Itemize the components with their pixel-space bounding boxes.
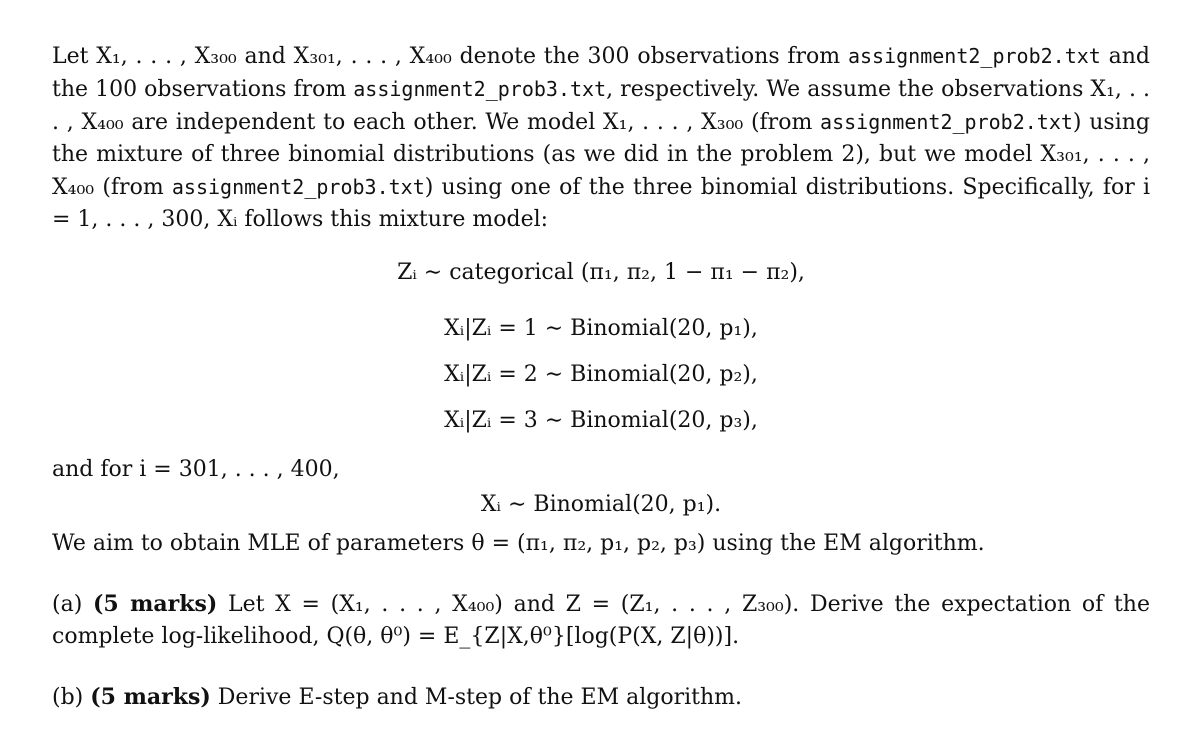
intro-text-5: ) using one of the three binomial distributions. Specifically, for i = 1, . . . , 300, Xᵢ follows this mixture model: — [52, 175, 1150, 232]
filename-prob2: assignment2_prob2.txt — [847, 44, 1101, 68]
equation-x-given-z3: Xᵢ|Zᵢ = 3 ∼ Binomial(20, p₃), — [444, 408, 758, 433]
part-a-label: (a) — [52, 592, 93, 617]
equation-zi: Zᵢ ∼ categorical (π₁, π₂, 1 − π₁ − π₂), — [397, 260, 805, 285]
intro-text-1: Let X₁, . . . , X₃₀₀ and X₃₀₁, . . . , X₄₀₀ denote the 300 observations from — [52, 44, 848, 69]
intro-paragraph — [52, 40, 1150, 236]
intro-text-2: and the 100 observations from — [52, 44, 1150, 102]
equation-x-given-z2: Xᵢ|Zᵢ = 2 ∼ Binomial(20, p₂), — [444, 362, 758, 387]
part-a-text: Let X = (X₁, . . . , X₄₀₀) and Z = (Z₁, . . . , Z₃₀₀). Derive the expectation of the complete log-likelihood, Q(θ, θ⁰) = E_{Z|X,θ⁰}[log(P(X, Z|θ))]. — [52, 592, 1150, 649]
part-a-marks: (5 marks) — [93, 591, 218, 617]
mixture-model-equations — [52, 250, 1150, 444]
problem-page — [52, 40, 1150, 714]
and-for-line: and for i = 301, . . . , 400, — [52, 457, 340, 482]
filename-prob3: assignment2_prob3.txt — [353, 77, 607, 101]
equation-single-binomial: Xᵢ ∼ Binomial(20, p₁). — [480, 492, 722, 517]
intro-text-4: ) using the mixture of three binomial distributions (as we did in the problem 2), but we model X₃₀₁, . . . , X₄₀₀ (from — [52, 110, 1150, 200]
part-b-label: (b) — [52, 685, 91, 710]
part-b-text: Derive E-step and M-step of the EM algorithm. — [210, 685, 742, 710]
filename-prob3-repeat: assignment2_prob3.txt — [171, 175, 425, 199]
intro-text-3: , respectively. We assume the observations X₁, . . . , X₄₀₀ are independent to each other. We model X₁, . . . , X₃₀₀ (from — [52, 77, 1150, 135]
part-a — [52, 588, 1150, 653]
aim-statement: We aim to obtain MLE of parameters θ = (π₁, π₂, p₁, p₂, p₃) using the EM algorithm. — [52, 531, 985, 556]
part-b-marks: (5 marks) — [90, 684, 211, 710]
part-b — [52, 681, 1150, 714]
equation-x-given-z1: Xᵢ|Zᵢ = 1 ∼ Binomial(20, p₁), — [444, 316, 758, 341]
filename-prob2-repeat: assignment2_prob2.txt — [820, 110, 1073, 134]
